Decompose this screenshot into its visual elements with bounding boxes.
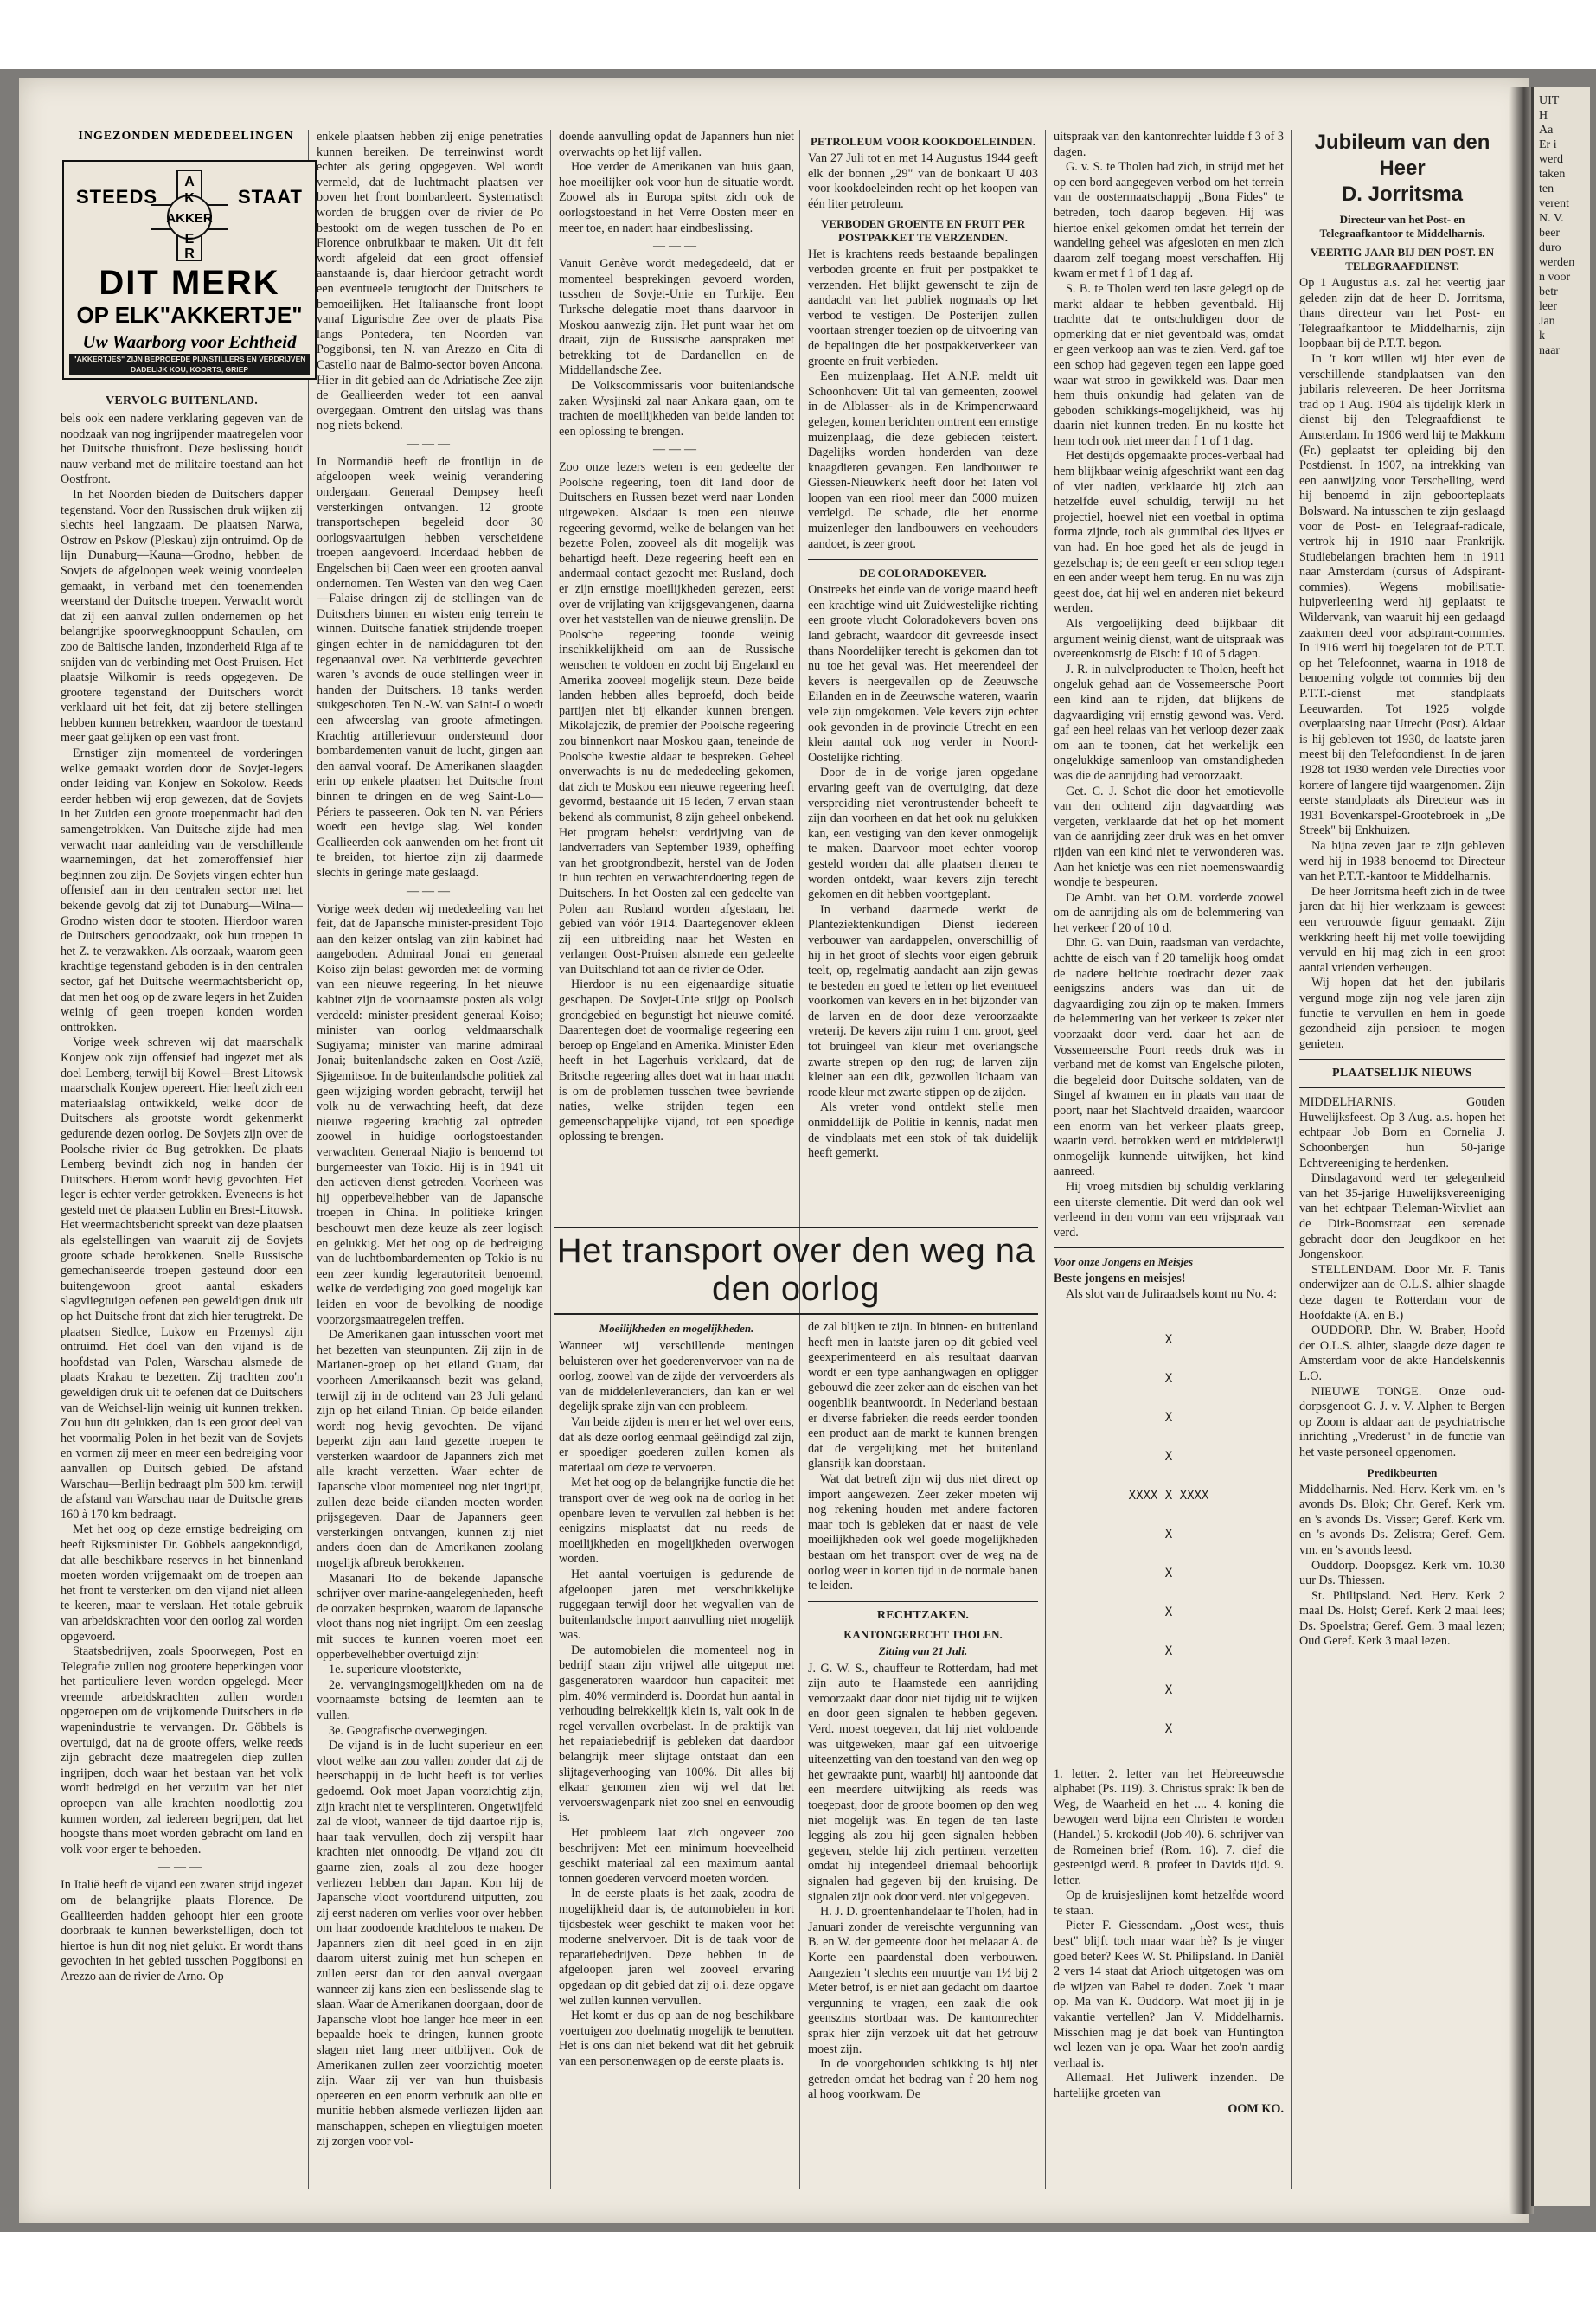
article-paragraph: 3e. Geografische overwegingen. (329, 1723, 488, 1738)
article-paragraph: Op 1 Augustus a.s. zal het veertig jaar geleden zijn dat de heer D. Jorritsma, thans directeur van het Post- en Telegraafkantoor te Middelharnis, zijn loopbaan bij de P.T.T. begon. (1299, 276, 1505, 351)
puzzle-grid: X X X X XXXX X XXXX X X X X X X (1121, 1332, 1216, 1736)
column-rule (550, 130, 551, 2189)
adjacent-page-edge (1531, 87, 1590, 2206)
article-paragraph: Het probleem laat zich ongeveer zoo beschrijven: Met een minimum hoeveelheid geschikt materiaal zal een maximum aantal tonnen goederen vervoerd moeten worden. (559, 1826, 794, 1886)
predikbeurten-heading: Predikbeurten (1367, 1465, 1438, 1479)
signoff: OOM KO. (1227, 2101, 1284, 2116)
article-paragraph: Ernstiger zijn momenteel de vorderingen welke gemaakt worden door de Sovjet-legers onder leiding van Konjew en Sokolow. Reeds eerder hebben wij erop gewezen, dat de Sovjets in het Zuiden een groote troepenmacht had den samengetrokken. Van Duitsche zijde had men verwacht naar aanleiding van de verschillende waarnemingen, dat het zomeroffensief hier beginnen zou zijn. De Sovjets vingen echter hun offensief aan in den centralen sector met het bekende gevolg dat zij tot Dunaburg—Wilna—Grodno wisten door te stooten. Hierdoor waren de Duitschers genoodzaakt, ook hun troepen in het Z. te verzwakken. Als oorzaak, waarom geen krachtige tegenstand geboden is in den centralen sector, gaf het Duitsche weermachtsbericht op, dat men het oog op de zware legers in het Zuiden weinig of geen troepen konden worden onttrokken. (61, 747, 303, 1035)
news-paragraph: Onstreeks het einde van de vorige maand heeft een krachtige wind uit Zuidwestelijke richting een groote vlucht Coloradokevers boven ons land gebracht, waardoor dit gevreesde insect thans Noordelijker terecht is gekomen dan tot nu toe het geval was. Het meerendeel der kevers is neergevallen op de Zeeuwsche Eilanden en in de Zeeuwsche wateren, waarin vele zijn omgekomen. Vele kevers zijn echter ook gevonden in de provincie Utrecht en een klein aantal ook nog verder in Noord-Oostelijke richting. (808, 583, 1038, 765)
article-paragraph: Staatsbedrijven, zoals Spoorwegen, Post en Telegrafie zullen nog grootere beperkingen voor het particuliere leven worden opgelegd. Meer vreemde arbeidskrachten zullen worden opgeroepen om de vrijkomende Duitschers in de wapenindustrie te vervangen. Dr. Göbbels is overtuigd, dat na de groote offers, welke reeds zijn gebracht deze maatregelen diep zullen ingrijpen, doch waar het bestaan van het volk wordt bedreigd en het verzuim van het niet oproepen van alle krachten noodlottig zou kunnen worden, zal iedereen begrijpen, dat het hoogste thans moet worden gebracht om land en volk voor erger te behoeden. (61, 1644, 303, 1856)
adjacent-page-text: UIT H Aa Er i werd taken ten verent N. V. beer duro werden n voor betr leer Jan k naar (1539, 94, 1575, 357)
headline-rule (554, 1227, 1038, 1228)
article-paragraph: In Italië heeft de vijand een zwaren strijd ingezet om de belangrijke plaats Florence. De Geallieerden hadden gehoopt hier een groote doorbraak te kunnen bewerkstelligen, doch tot hiertoe is hun dit nog niet gelukt. Er wordt thans gevochten in het gebied tusschen Poggibonsi en Arezzo aan de rivier de Arno. Op (61, 1878, 303, 1984)
jubileum-subtitle: Directeur van het Post- en Telegraafkantoor te Middelharnis. (1319, 213, 1485, 240)
column-4 (808, 130, 1038, 1162)
article-paragraph: Na bijna zeven jaar te zijn gebleven werd hij in 1938 benoemd tot Directeur van het P.T.T.-kantoor te Middelharnis. (1299, 838, 1505, 884)
akker-cross-logo (151, 170, 228, 261)
article-paragraph: 1. letter. 2. letter van het Hebreeuwsche alphabet (Ps. 119). 3. Christus sprak: Ik ben de Weg, de Waarheid en het .... 4. koning die bewogen werd bijna een Christen te worden (Handel.) 5. krokodil (Job 40). 6. schrijver van de Romeinen brief (Rom. 16). 7. dief die gesteenigd werd. 8. profeet in Davids tijd. 9. letter. (1054, 1766, 1284, 1888)
transport-article-right (808, 1320, 1038, 2103)
article-paragraph: De Amerikanen gaan intusschen voort met het bezetten van steunpunten. Zij zijn in de Marianen-groep op het eiland Guam, dat voorheen Amerikaansch bezit was geland, terwijl zij in de ochtend van 23 Juli geland zijn op het eiland Tinian. Op beide eilanden wordt nog hevig gevochten. De vijand beperkt zijn aan land gezette troepen te versterken waardoor de Japanners zich met alle kracht verzetten. Waar echter de Japansche vloot momenteel nog niet ingrijpt, zullen deze beide eilanden moeten worden prijsgegeven. Daar de Japanners geen versterkingen ontvangen, kunnen zij niet anders doen dan de Amerikanen zoolang mogelijk afbreuk berokkenen. (317, 1328, 543, 1571)
column-5 (1054, 130, 1284, 2117)
article-paragraph: Met het oog op deze ernstige bedreiging om heeft Rijksminister Dr. Göbbels aangekondigd, dat alle beschikbare reserves in het binnenland moeten worden vrijgemaakt om de troepen aan het front te versterken om den vijand niet alleen te keeren, maar te verslaan. Het totale gebruik van arbeidskrachten voor den oorlog zal worden opgevoerd. (61, 1522, 303, 1644)
article-paragraph: Hoe verder de Amerikanen van huis gaan, hoe moeilijker ook voor hun de situatie wordt. Zoowel als in Europa spitst zich ook de oorlogstoestand in het Verre Oosten meer en meer toe, en nadert haar eindbeslissing. (559, 160, 794, 235)
article-paragraph: De Volkscommissaris voor buitenlandsche zaken Wysjinski zal naar Ankara gaan, om te trachten de moeilijkheden van beide landen tot een oplossing te brengen. (559, 378, 794, 439)
column-2: enkele plaatsen hebben zij enige penetraties kunnen bereiken. De terreinwinst wordt echter als gering opgegeven. Wel wordt vermeld, dat de luchtmacht plaatsen ver boven het front bombardeert. Systematisch worden de bruggen over de rivier de Po bestookt om de wegen tusschen de Po en Florence onbruikbaar te maken. Uit dit feit wordt afgeleid dat een groot offensief aanstaande is, daar hierdoor getracht wordt een eventueele terugtocht der Duitschers te bemoeilijken. Het Italiaansche front loopt vanaf Ligurische Zee over de plaats Pisa langs Pontedera, ten Noorden van Poggibonsi, ten N. van Arezzo en Cita di Castello naar de Balmo-sector boven Ancona. Hier in dit gebied aan de Adriatische Zee zijn de Geallieerden weder tot een aanval overgegaan. Omtrent den uitslag was thans nog niets bekend. ——— In Normandië heeft de frontlijn in de afgeloopen week weinig verandering ondergaan. Generaal Dempsey heeft versterkingen ontvangen. 12 groote transportschepen begeleid door 30 oorlogsvaartuigen hebben verscheidene troepen aangevoerd. Inderdaad hebben de Engelschen bij Caen weer een grooten aanval ondernomen. Ten Westen van den weg Caen—Falaise dringen zij de stellingen van de Duitschers binnen en wisten enig terrein te winnen. Duitsche fanatiek strijdende troepen gingen echter in de namiddaguren tot den tegenaanval over. Na verbitterde gevechten waren 's avonds de oude stellingen weer in handen der Duitschers. 18 tanks werden stukgeschoten. Ten N.-W. van Saint-Lo woedt een afweerslag van groote afmetingen. Krachtig artillerievuur ondersteund door bombardementen vanuit de lucht, gingen aan den aanval vooraf. De Amerikanen slaagden erin op enkele plaatsen het Duitsche front binnen te dringen en de weg Saint-Lo—Périers te passeeren. Ook ten N. van Périers woedt een hevige slag. Wel konden Geallieerden ook aanwenden om het front uit te breiden, tot hiertoe zijn zij daarmede slechts in geringe mate geslaagd. ——— Vorige week deden wij mededeeling van het feit, dat de Japansche minister-president Tojo aan den keizer ontslag van zijn kabinet had aangeboden. Admiraal Jonai en generaal Koiso zijn belast geworden met de vorming van een nieuwe regeering. In het nieuwe kabinet zijn de voornaamste posten als volgt verdeeld: minister-president generaal Koiso; minister van oorlog veldmaarschalk Sugiyama; minister van marine admiraal Jonai; buitenlandsche zaken en Oost-Azië, Sjigemitsoe. In de buitenlandsche politiek zal geen wijziging worden gebracht, terwijl het volk nu de verwachting heeft, dat deze nieuwe regeering krachtig zal optreden zoowel in huidige oorlogstoestanden verwachten. Generaal Niajio is benoemd tot burgemeester van Tokio. Hij is in 1941 uit den actieven dienst getreden. Voorheen was hij opperbevelhebber van de Japansche troepen in China. In politieke kringen beschouwt men deze keuze als zeer logisch en gelukkig. Met het oog op de bedreiging van de luchtbombardementen op Tokio is nu een zeer kundig legerautoriteit benoemd, welke de verdediging zoo goed mogelijk kan leiden en voor de bevolking de noodige voorzorgsmaatregelen treffen. De Amerikanen gaan intusschen voort met het bezetten van steunpunten. Zij zijn in de Marianen-groep op het eiland Guam, dat voorheen Amerikaansch bezit was geland, terwijl zij in de ochtend van 23 Juli geland zijn op het eiland Tinian. Op beide eilanden wordt nog hevig gevochten. De vijand beperkt zijn aan land gezette troepen te versterken waardoor de Japanners zich met alle kracht verzetten. Waar echter de Japansche vloot momenteel nog niet ingrijpt, zullen deze beide eilanden moeten worden prijsgegeven. Daar de Japanners geen versterkingen ontvangen, kunnen zij niet anders doen dan de Amerikanen zoolang mogelijk afbreuk berokkenen. Masanari Ito de bekende Japansche schrijver over marine-aangelegenheden, heeft de oorzaken besproken, waarom de Japansche vloot thans nog niet ingrijpt. Om een zeeslag mit succes te kunnen voeren moet een opperbevelhebber overtuigd zijn: 1e. superieure vlootsterkte, 2e. vervangingsmogelijkheden om na de voornaamste botsing de leemten aan te vullen. 3e. Geografische overwegingen. De vijand is in de lucht superieur en een vloot welke aan zou vallen zonder dat zij de heerschappij in de lucht heeft is tot verlies gedoemd. Ook moet Japan voorzichtig zijn, zijn kracht niet te versplinteren. Ongetwijfeld zal de vloot, wanneer de tijd daartoe rijp is, haar taak vervullen, doch zij verspilt haar krachten niet onnoodig. De vijand zou dit gaarne zien, zoals al zou deze hooger verliezen hebben dan Japan. Kon hij de Japansche vloot voortdurend uitputten, zou zij eerst naderen om verlies voor over hebben om haar zoodoende krachteloos te maken. De Japanners zien dit heel goed in en zijn daarom uiterst zuinig met hun schepen en zullen eerst dan tot den aanval overgaan wanneer zij kans zien een beslissende slag te slaan. Waar de Amerikanen doorgaan, door de Japansche vloot hoe langer hoe meer in een bepaalde hoek te dringen, kunnen groote slagen niet lang meer uitblijven. Ook de Amerikanen zullen zeer voorzichtig moeten zijn. Waar zij ver van hun thuisbasis opereeren en een enorm verbruik aan olie en munitie hebben alsmede verliezen lijden aan manschappen, schepen en vliegtuigen moeten zij zorgen voor vol- (317, 130, 543, 2149)
article-paragraph: 1e. superieure vlootsterkte, (329, 1663, 462, 1677)
column-rule (799, 130, 800, 2189)
article-paragraph: Get. C. J. Schot die door het emotievolle van den ochtend zijn dagvaarding was vergeten, verklaarde dat het op het moment van de aanrijding zeer druk was en het omver rijden van een kind niet te verwonderen was. Aan het knietje was een niet noemenswaardig wondje te bespeuren. (1054, 784, 1284, 890)
column-1: VERVOLG BUITENLAND. bels ook een nadere verklaring gegeven van de noodzaak van nog ingrijpender maatregelen voor het Duitsche thuisfront. Deze beslissing houdt nauw verband met de militaire toestand aan het Oostfront. In het Noorden bieden de Duitschers dapper tegenstand. Voor den Russischen druk wijken zij slechts heel langzaam. De plaatsen Narwa, Ostrow en Pskow (Pleskau) zijn ontruimd. Op de lijn Dunaburg—Kauna—Grodno, hebben de Sovjets de afgeloopen week weinig voordeelen gemaakt, in verband met den toenemenden weerstand der Duitsche troepen. Verwacht wordt dat zij een aanval zullen ondernemen op het belangrijke spoorwegknooppunt Schaulen, om zoo de Baltische landen, inzonderheid Riga af te snijden van de verbinding met Oost-Pruisen. Het plaatsje Wilkomir is reeds opgegeven. De grootere tegenstand der Duitschers wordt verklaard uit het feit, dat zij betere stellingen hebben kunnen betrekken, waardoor de toestand meer gaat gelijken op een vast front. Ernstiger zijn momenteel de vorderingen welke gemaakt worden door de Sovjet-legers onder leiding van Konjew en Sokolow. Reeds eerder hebben wij erop gewezen, dat de Sovjets in het Zuiden een groote troepenmacht had den samengetrokken. Van Duitsche zijde had men verwacht naar aanleiding van de verschillende waarnemingen, dat het zomeroffensief hier beginnen zou zijn. De Sovjets vingen echter hun offensief aan in den centralen sector met het bekende gevolg dat zij tot Dunaburg—Wilna—Grodno wisten door te stooten. Hierdoor waren de Duitschers genoodzaakt, ook hun troepen in het Z. te verzwakken. Als oorzaak, waarom geen krachtige tegenstand geboden is in den centralen sector, gaf het Duitsche weermachtsbericht op, dat men het oog op de zware legers in het Zuiden weinig of geen troepen konden worden onttrokken. Vorige week schreven wij dat maarschalk Konjew ook zijn offensief had ingezet met als doel Lemberg, terwijl bij Kowel—Brest-Litowsk maarschalk Konjew opereert. Hier heeft zich een materiaalslag ontwikkeld, welke door de Duitschers als grootste wordt gekenmerkt gedurende dezen oorlog. De Sovjets zijn over de Poolsche rivier de Bug getrokken. De plaats Lemberg bevindt zich nog in handen der Duitschers. Hierom wordt hevig gevochten. Het leger is echter verder getrokken. Eveneens is het gesteld met de plaatsen Lublin en Brest-Litowsk. Het weermachtsbericht spreekt van deze plaatsen als egelstellingen van waaruit zij de Sovjets groote schade berokkenen. Snelle Russische gemechaniseerde troepen gesteund door een buitengewoon groot aantal eskaders slagvliegtuigen oefenen een geweldigen druk uit op het Duitsche front dat zich hier terugtrekt. De plaatsen Siedlce, Lukow en Przemysl zijn ontruimd. Het doel van den vijand is de hoofdstad van Polen, Warschau alsmede de plaats Krakau te bezetten. Zij trachten zoo'n geweldigen druk uit te oefenen dat de Duitschers van de Weichsel-lijn weinig uit kunnen trekken. Zou hun dit gelukken, dan is een groot deel van het voormalig Polen in het bezit van de Sovjets en vormen zij meer en meer een bedreiging voor aanvallen op Duitsch gebied. De afstand Warschau—Berlijn bedraagt plm 500 km. terwijl de afstand van Warschau naar de Duitsche grens 160 à 170 km bedraagt. Met het oog op deze ernstige bedreiging om heeft Rijksminister Dr. Göbbels aangekondigd, dat alle beschikbare reserves in het binnenland moeten worden vrijgemaakt om de troepen aan het front te versterken om den vijand niet alleen te keeren, maar te verslaan. Het totale gebruik van arbeidskrachten voor den oorlog zal worden opgevoerd. Staatsbedrijven, zoals Spoorwegen, Post en Telegrafie zullen nog grootere beperkingen voor het particuliere leven worden opgelegd. Meer vreemde arbeidskrachten zullen worden opgeroepen om de vrijkomende Duitschers in de wapenindustrie te vervangen. Dr. Göbbels is overtuigd, dat na de groote offers, welke reeds zijn gebracht deze maatregelen diep zullen ingrijpen, doch waar het bestaan van het volk wordt bedreigd en het verzuim van het niet oproepen van alle krachten noodlottig zou kunnen worden, zal iedereen begrijpen, dat het hoogste thans moet worden gebracht om land en volk voor erger te behoeden. ——— In Italië heeft de vijand een zwaren strijd ingezet om de belangrijke plaats Florence. De Geallieerden hadden gehoopt hier een groote doorbraak te kunnen bewerkstelligen, doch tot hiertoe is hun dit nog niet gelukt. Er wordt thans gevochten in het gebied tusschen Poggibonsi en Arezzo aan de rivier de Arno. Op (61, 394, 303, 1984)
ad-waarborg: Uw Waarborg voor Echtheid (82, 331, 297, 352)
news-heading: VERBODEN GROENTE EN FRUIT PER POSTPAKKET TE VERZENDEN. (821, 217, 1025, 245)
jongens-heading: Voor onze Jongens en Meisjes (1054, 1255, 1194, 1269)
article-paragraph: S. B. te Tholen werd ten laste gelegd op de markt aldaar te hebben geventbald. Hij trachtte dat te ontschuldigen door de opmerking dat er niet geventbald was, omdat er geen verkoop aan was te zien. Verd. gaf toe een schop had gegeven tegen een lappe goed waar wat stroo in gewikkeld was. Daar men hem thuis onkundig had gelaten van de geboden schikkings-mogelijkheid, was hij daarin niet kunnen treden. En nu kostte het hem toch ook niet meer dan f 1 of 1 dag. (1054, 281, 1284, 448)
article-paragraph: Dhr. G. van Duin, raadsman van verdachte, achtte de eisch van f 20 tamelijk hoog omdat de nadere belichte toedracht dezer zaak eenigszins anders was dan uit de dagvaardiging zou zijn op te maken. Immers de belemmering van het verkeer is zeker niet voorzaakt door verd. daar het aan de Vossemeersche Poort reeds druk was in verband met de komst van Engelsche piloten, die begeleid door Duitsche soldaten, van de Singel af kwamen en in plaats van naar de poort, naar het Slachtveld draaiden, waardoor een enorm van het verkeer plaats greep, waarin verd. betrokken werd en middelerwijl onmogelijk kunnende uitwijken, het kind aanreed. (1054, 936, 1284, 1179)
ad-tagline: "AKKERTJES" ZIJN BEPROEFDE PIJNSTILLERS EN VERDRIJVEN DADELIJK KOU, KOORTS, GRIEP (69, 354, 310, 375)
article-paragraph: In het Noorden bieden de Duitschers dapper tegenstand. Voor den Russischen druk wijken zij slechts heel langzaam. De plaatsen Narwa, Ostrow en Pskow (Pleskau) zijn ontruimd. Op de lijn Dunaburg—Kauna—Grodno, hebben de Sovjets de afgeloopen week weinig voordeelen gemaakt, in verband met den toenemenden weerstand der Duitsche troepen. Verwacht wordt dat zij een aanval zullen ondernemen op het belangrijke spoorwegknooppunt Schaulen, om zoo de Baltische landen, inzonderheid Riga af te snijden van de verbinding met Oost-Pruisen. Het plaatsje Wilkomir is reeds opgegeven. De grootere tegenstand der Duitschers wordt verklaard uit het feit, dat zij betere stellingen hebben kunnen betrekken, waardoor de toestand meer gaat gelijken op een vast front. (61, 487, 303, 746)
article-paragraph: Hierdoor is nu een eigenaardige situatie geschapen. De Sovjet-Unie stijgt op Poolsch grondgebied en begunstigt het nieuwe comité. Daarentegen doet de voormalige regeering een beroep op Engeland en Amerika. Minister Eden heeft in het Lagerhuis verklaard, dat de Britsche regeering alles doet wat in haar macht is om de problemen tusschen twee bevriende naties, welke strijden tegen een gemeenschappelijke vijand, tot een spoedige oplossing te brengen. (559, 977, 794, 1144)
article-paragraph: In Normandië heeft de frontlijn in de afgeloopen week weinig verandering ondergaan. Generaal Dempsey heeft versterkingen ontvangen. 12 groote transportschepen begeleid door 30 oorlogsvaartuigen hebben verscheidene troepen aangevoerd. Inderdaad hebben de Engelschen bij Caen weer een grooten aanval ondernomen. Ten Westen van den weg Caen—Falaise dringen zij de stellingen van de Duitschers binnen en wisten enig terrein te winnen. Duitsche fanatiek strijdende troepen gingen echter in de namiddaguren tot den tegenaanval over. Na verbitterde gevechten waren 's avonds de oude stellingen weer in handen der Duitschers. 18 tanks werden stukgeschoten. Ten N.-W. van Saint-Lo woedt een afweerslag van groote afmetingen. Krachtig artillerievuur ondersteund door bombardementen vanuit de lucht, gingen aan den aanval vooraf. De Amerikanen slaagden erin op enkele plaatsen het Duitsche front binnen te dringen en de weg Saint-Lo—Périers te passeeren. Ook ten N. van Périers woedt een hevige slag. Wel konden Geallieerden ook aanwenden om het front uit te breiden, tot hiertoe zijn zij daarmede slechts in geringe mate geslaagd. (317, 454, 543, 880)
akker-word: AKKER (166, 211, 213, 226)
column-rule (308, 130, 309, 2189)
news-heading: DE COLORADOKEVER. (859, 567, 987, 580)
article-paragraph: G. v. S. te Tholen had zich, in strijd met het op een bord aangegeven verbod om het terrein van de oostermaatschappij „Bona Fides" te betreden, toch daarop begeven. Hij was hiertoe enkel gekomen omdat het terrein der wandeling geheel was afgesloten en men zich daarom zelf toegang moest verschaffen. Hij kwam er met f 1 of 1 dag af. (1054, 160, 1284, 281)
news-item: Dinsdagavond werd ter gelegenheid van het 35-jarige Huwelijksvereeniging van het echtpaar Tieleman-Witvliet aan de Dirk-Boomstraat een serenade gebracht door den Jeugdkoor en het Jongenskoor. (1299, 1171, 1505, 1262)
ad-staat: STAAT (237, 186, 303, 208)
jubileum-subtitle-2: VEERTIG JAAR BIJ DEN POST. EN TELEGRAAFDIENST. (1310, 246, 1495, 272)
article-paragraph: In de eerste plaats is het zaak, zoodra de mogelijkheid daar is, de automobielen in kort tijdsbestek weer geschikt te maken voor het moderne snelvervoer. Dit is de taak voor de reparatiebedrijven. Deze hebben in de afgeloopen jaren wel zooveel ervaring opgedaan op dit gebied dat zij o.i. deze opgave wel zullen kunnen vervullen. (559, 1887, 794, 2008)
article-paragraph: uitspraak van den kantonrechter luidde f 3 of 3 dagen. (1054, 130, 1284, 159)
news-paragraph: In verband daarmede werkt de Planteziektenkundigen Dienst iedereen verbouwer van aardappelen, onverschillig of hij in het groot of slechts voor eigen gebruik teelt, op, regelmatig aandacht aan zijn gewas te besteden en goed te letten op het eventueel voorkomen van kevers en in het bijzonder van de larven en de door deze veroorzaakte vreterij. De kevers zijn ruim 1 cm. groot, geel tot bruingeel van kleur met overlangsche zwarte strepen op den rug; de larven zijn kleiner aan een dik, gezwollen lichaam van roode kleur met zwarte stippen op de zijden. (808, 902, 1038, 1099)
news-item: NIEUWE TONGE. Onze oud-dorpsgenoot G. J. v. V. Alphen te Bergen op Zoom is aldaar aan de psychiatrische inrichting „Vrederust" in de functie van het vaste personeel opgenomen. (1299, 1384, 1505, 1459)
news-paragraph: Door de in de vorige jaren opgedane ervaring geeft van de overtuiging, dat deze verspreiding niet verontrustender beheeft te zijn dan voorheen en dat het ook nu gelukken kan, een vestiging van den kever onmogelijk te maken. Daarvoor moet echter voorop gesteld worden dat alle plaatsen dienen te worden ontdekt, waar kevers zijn terecht gekomen en dit hebben voortgeplant. (808, 766, 1038, 902)
article-paragraph: De Ambt. van het O.M. vorderde zoowel om de aanrijding als om de belemmering van het verkeer f 20 of 10 d. (1054, 890, 1284, 935)
ad-op-elk: OP ELK"AKKERTJE" (76, 302, 303, 328)
article-paragraph: De automobielen die momenteel nog in bedrijf staan zijn vrijwel alle uitgeput met gasgeneratoren waardoor hun capaciteit met plm. 40% verminderd is. Doordat hun aantal in verhouding belrekkelijk klein is, valt ook in de regel vervallen overbelast. In de praktijk van het repaiatiebedrijf is gebleken dat daardoor belangrijk meer slijtage ontstaat dan een slijtageverhooging van 100%. Dit alles bij elkaar genomen zien wij wel dat het vervoerswagenpark niet zoo snel en eenvoudig is. (559, 1643, 794, 1825)
article-paragraph: Vorige week deden wij mededeeling van het feit, dat de Japansche minister-president Tojo aan den keizer ontslag van zijn kabinet had aangeboden. Admiraal Jonai en generaal Koiso zijn belast geworden met de vorming van een nieuwe regeering. In het nieuwe kabinet zijn de voornaamste posten als volgt verdeeld: minister-president generaal Koiso; minister van oorlog veldmaarschalk Sugiyama; minister van marine admiraal Jonai; buitenlandsche zaken en Oost-Azië, Sjigemitsoe. In de buitenlandsche politiek zal geen wijziging worden gebracht, terwijl het volk nu de verwachting heeft, dat deze nieuwe regeering krachtig zal optreden zoowel in huidige oorlogstoestanden verwachten. Generaal Niajio is benoemd tot burgemeester van Tokio. Hij is in 1941 uit den actieven dienst getreden. Voorheen was hij opperbevelhebber van de Japansche troepen in China. In politieke kringen beschouwt men deze keuze als zeer logisch en gelukkig. Met het oog op de bedreiging van de luchtbombardementen op Tokio is nu een zeer kundig legerautoriteit benoemd, welke de verdediging zoo goed mogelijk kan leiden en voor de bevolking de noodige voorzorgsmaatregelen treffen. (317, 901, 543, 1327)
transport-headline: Het transport over den weg na den oorlog (556, 1232, 1035, 1308)
news-item: St. Philipsland. Ned. Herv. Kerk 2 maal Ds. Holst; Geref. Kerk 2 maal lees; Ds. Spoelstra; Geref. Gem. 3 maal lezen; Oud Geref. Kerk 3 maal lezen. (1299, 1588, 1505, 1649)
article-paragraph: Vanuit Genève wordt medegedeeld, dat er momenteel besprekingen gevoerd worden, tusschen de Sovjet-Unie en Turkije. Een Turksche delegatie moet thans daarvoor in Moskou aanwezig zijn. Het punt waar het om draait, zijn de Russische aanspraken met betrekking tot de Dardanellen en de Middellandsche Zee. (559, 257, 794, 378)
rechtzaken-date: Zitting van 21 Juli. (878, 1644, 968, 1657)
jubileum-title: Jubileum van den Heer D. Jorritsma (1314, 131, 1490, 206)
akker-letter: K (184, 191, 195, 206)
article-paragraph: Wanneer wij verschillende meningen beluisteren over het goederenvervoer van na de oorlog, zoowel van de zijde der vervoerders als van de middelenleveranciers, dan kan er wel degelijk sprake zijn van een probleem. (559, 1339, 794, 1414)
article-paragraph: De heer Jorritsma heeft zich in de twee jaren dat hij hier werkzaam is geweest een vertrouwde figuur gemaakt. Zijn werkkring heeft hij met volle toewijding vervuld en hij mag zich in een groot aantal vrienden verheugen. (1299, 884, 1505, 975)
article-paragraph: Van beide zijden is men er het wel over eens, dat als deze oorlog eenmaal geëindigd zal zijn, er spoediger goederen zullen komen als materiaal om deze te vervoeren. (559, 1414, 794, 1475)
article-paragraph: Wij hopen dat het den jubilaris vergund moge zijn nog vele jaren zijn functie te vervullen en hem in goede gezondheid zijn pensioen te mogen genieten. (1299, 976, 1505, 1051)
headline-rule (554, 1313, 1038, 1315)
article-paragraph: Zoo onze lezers weten is een gedeelte der Poolsche regeering, toen dit land door de Duitschers en Russen bezet werd naar Londen uitgeweken. Alsdaar is toen een nieuwe regeering gevormd, welke de belangen van het bezette Polen, zooveel als dit mogelijk was behartigd heeft. Deze regeering heeft een en andermaal contact gezocht met Rusland, doch er zijn ernstige moeilijkheden gerezen, eerst over de vrijlating van krijgsgevangenen, daarna over het vaststellen van de nieuwe grenslijn. De Poolsche regeering toonde weinig inschikkelijkheid om aan de Russische wenschen te voldoen en zocht bij Engeland en Amerika zooveel mogelijk steun. Deze beide landen hebben alles beproefd, doch beide partijen niet bij elkander kunnen brengen. Mikolajczik, de premier der Poolsche regeering zou binnenkort naar Moskou gaan, teneinde de Poolsche kwestie aldaar te bespreken. Geheel onverwachts is nu de mededeeling gekomen, dat zich te Moskou een nieuwe regeering heeft gevormd, bestaande uit 15 leden, 7 ervan staan bekend als communist, 8 zijn geheel onbekend. Het program behelst: verdrijving van de landverraders van September 1939, opheffing van het grootgrondbezit, herstel van de Joden in hun rechten en verwachtendoering tegen de Duitschers. In het Oosten zal een gedeelte van Polen aan Rusland worden afgestaan, het gebied van vóór 1914. Daartegenover ekleen zij een uitbreiding naar het Westen en verlangen Oost-Pruisen alsmede een gedeelte van Duitschland tot aan de rivier de Oder. (559, 460, 794, 977)
article-paragraph: H. J. D. groentenhandelaar te Tholen, had in Januari zonder de vereischte vergunning van B. en W. der gemeente door het melaaar A. de Korte een paardenstal doen verbouwen. Aangezien 't slechts een muurtje van 1½ bij 2 Meter betrof, is er niet aan gedacht om daartoe vergunning te vragen, een zaak die ook geenszins stortbaar was. De kantonrechter sprak hier zijn verzoek uit dat het getrouw moest zijn. (808, 1905, 1038, 2056)
rechtzaken-heading: RECHTZAKEN. (876, 1608, 970, 1622)
article-paragraph: de zal blijken te zijn. In binnen- en buitenland heeft men in laatste jaren op dit gebied veel geexperimenteerd en als resultaat daarvan wordt er een type aanhangwagen en opligger gebouwd die zeer zeker aan de eischen van het oogenblik beantwoordt. In Nederland bestaan er diverse fabrieken die reeds eerder toonden een product aan de markt te kunnen brengen dat de vergelijking met het buitenland glansrijk kan doorstaan. (808, 1320, 1038, 1471)
article-paragraph: 2e. vervangingsmogelijkheden om na de voornaamste botsing de leemten aan te vullen. (317, 1677, 543, 1722)
article-paragraph: Op de kruisjeslijnen komt hetzelfde woord te staan. (1054, 1888, 1284, 1918)
news-heading: PETROLEUM VOOR KOOKDOELEINDEN. (811, 135, 1035, 148)
article-paragraph: Als vergoelijking deed blijkbaar dit argument weinig dienst, want de uitspraak was overeenkomstig de Eisch: f 10 of 5 dagen. (1054, 617, 1284, 662)
article-paragraph: Vorige week schreven wij dat maarschalk Konjew ook zijn offensief had ingezet met als doel Lemberg, terwijl bij Kowel—Brest-Litowsk maarschalk Konjew opereert. Hier heeft zich een materiaalslag ontwikkeld, welke door de Duitschers als grootste wordt gekenmerkt gedurende dezen oorlog. De Sovjets zijn over de Poolsche rivier de Bug getrokken. De plaats Lemberg bevindt zich nog in handen der Duitschers. Hierom wordt hevig gevochten. Het leger is echter verder getrokken. Eveneens is het gesteld met de plaatsen Lublin en Brest-Litowsk. Het weermachtsbericht spreekt van deze plaatsen als egelstellingen van waaruit zij de Sovjets groote schade berokkenen. Snelle Russische gemechaniseerde troepen gesteund door een buitengewoon groot aantal eskaders slagvliegtuigen oefenen een geweldigen druk uit op het Duitsche front dat zich hier terugtrekt. De plaatsen Siedlce, Lukow en Przemysl zijn ontruimd. Het doel van den vijand is de hoofdstad van Polen, Warschau alsmede de plaats Krakau te bezetten. Zij trachten zoo'n geweldigen druk uit te oefenen dat de Duitschers van de Weichsel-lijn weinig uit kunnen trekken. Zou hun dit gelukken, dan is een groot deel van het voormalig Polen in het bezit van de Sovjets en vormen zij meer en meer een bedreiging voor aanvallen op Duitsch gebied. De afstand Warschau—Berlijn bedraagt plm 500 km. terwijl de afstand van Warschau naar de Duitsche grens 160 à 170 km bedraagt. (61, 1035, 303, 1522)
column-3: doende aanvulling opdat de Japanners hun niet overwachts op het lijf vallen. Hoe verder de Amerikanen van huis gaan, hoe moeilijker ook voor hun de situatie wordt. Zoowel als in Europa spitst zich ook de oorlogstoestand in het Verre Oosten meer en meer toe, en nadert haar eindbeslissing. ——— Vanuit Genève wordt medegedeeld, dat er momenteel besprekingen gevoerd worden, tusschen de Sovjet-Unie en Turkije. Een Turksche delegatie moet thans daarvoor in Moskou aanwezig zijn. Het punt waar het om draait, zijn de Russische aanspraken met betrekking tot de Dardanellen en de Middellandsche Zee. De Volkscommissaris voor buitenlandsche zaken Wysjinski zal naar Ankara gaan, om te trachten de moeilijkheden van beide landen tot een oplossing te brengen. ——— Zoo onze lezers weten is een gedeelte der Poolsche regeering, toen dit land door de Duitschers en Russen bezet werd naar Londen uitgeweken. Alsdaar is toen een nieuwe regeering gevormd, welke de belangen van het bezette Polen, zooveel als dit mogelijk was behartigd heeft. Deze regeering heeft een en andermaal contact gezocht met Rusland, doch er zijn ernstige moeilijkheden gerezen, eerst over de vrijlating van krijgsgevangenen, daarna over het vaststellen van de nieuwe grenslijn. De Poolsche regeering toonde weinig inschikkelijkheid om aan de Russische wenschen te voldoen en zocht bij Engeland en Amerika zooveel mogelijk steun. Deze beide landen hebben alles beproefd, doch beide partijen niet bij elkander kunnen brengen. Mikolajczik, de premier der Poolsche regeering zou binnenkort naar Moskou gaan, teneinde de Poolsche kwestie aldaar te bespreken. Geheel onverwachts is nu de mededeeling gekomen, dat zich te Moskou een nieuwe regeering heeft gevormd, bestaande uit 15 leden, 7 ervan staan bekend als communist, 8 zijn geheel onbekend. Het program behelst: verdrijving van de landverraders van September 1939, opheffing van het grootgrondbezit, herstel van de Joden in hun rechten en verwachtendoering tegen de Duitschers. In het Oosten zal een gedeelte van Polen aan Rusland worden afgestaan, het gebied van vóór 1914. Daartegenover ekleen zij een uitbreiding naar het Westen en verlangen Oost-Pruisen alsmede een gedeelte van Duitschland tot aan de rivier de Oder. Hierdoor is nu een eigenaardige situatie geschapen. De Sovjet-Unie stijgt op Poolsch grondgebied en begunstigt het nieuwe comité. Daarentegen doet de voormalige regeering een beroep op Engeland en Amerika. Minister Eden heeft in het Lagerhuis verklaard, dat de Britsche regeering alles doet wat in haar macht is om de problemen tusschen twee bevriende naties, welke strijden tegen een gemeenschappelijke vijand, tot een spoedige oplossing te brengen. (559, 130, 794, 1144)
column-rule (1045, 130, 1046, 2189)
article-paragraph: Met het oog op de belangrijke functie die het transport over de weg ook na de oorlog in het openbare leven te vervullen zal hebben is het eenigzins misplaatst dat nu reeds de moeilijkheden en mogelijkheden overwogen worden. (559, 1476, 794, 1567)
article-paragraph: Allemaal. Het Juliwerk inzenden. De hartelijke groeten van (1054, 2071, 1284, 2100)
jongens-intro: Als slot van de Juliraadsels komt nu No. 4: (1066, 1286, 1277, 1301)
column-6 (1299, 130, 1505, 1650)
news-item: Middelharnis. Ned. Herv. Kerk vm. en 's avonds Ds. Blok; Chr. Geref. Kerk vm. en 's avonds Ds. Visser; Geref. Kerk vm. en 's avonds Ds. Zelistra; Geref. Gem. vm. en 's avonds leesd. (1299, 1482, 1505, 1557)
article-paragraph: Wat dat betreft zijn wij dus niet direct op import aangewezen. Zeer zeker moeten wij nog rekening houden met andere factoren maar toch is gebleken dat er naast de vele moeilijkheden ook wel goede mogelijkheden bestaan om het transport over de weg na de oorlog weer in korten tijd in de normale banen te leiden. (808, 1471, 1038, 1593)
column-rule (1291, 130, 1292, 2189)
article-paragraph: In de voorgehouden schikking is hij niet getreden omdat het bedrag van f 20 hem nog al hoog voorkwam. De (808, 2057, 1038, 2102)
article-paragraph: Het destijds opgemaakte proces-verbaal had hem blijkbaar weinig afgeschrikt want een dag of vier nadien, verklaarde hij zich aan hetzelfde euvel schuldig, terwijl nu het projectiel, hoewel niet een voetbal in optima forma zijnde, toch als gummibal des lijves er van had. En hoe goed het als de jeugd in gezelschap is; de een geeft er een schop tegen en een ander weept hem terug. En nu was zijn geest doe, dat hij wel en anderen niet bekeurd werden. (1054, 449, 1284, 616)
article-paragraph: Het aantal voertuigen is gedurende de afgeloopen jaren met verschrikkelijke ruggegaan terwijl door het wegvallen van de buitenlandsche import aanvulling niet mogelijk was. (559, 1567, 794, 1643)
news-item: MIDDELHARNIS. Gouden Huwelijksfeest. Op 3 Aug. a.s. hopen het echtpaar Job Born en Cornelia J. Schoonbergen hun 50-jarige Echtvereeniging te herdenken. (1299, 1095, 1505, 1170)
news-paragraph: Het is krachtens reeds bestaande bepalingen verboden groente en fruit per postpakket te verzenden. Het blijkt gewenscht te zijn de aandacht van het publiek nogmaals op het verbod te vestigen. De Posterijen zullen voortaan strenger toezien op de uitvoering van de bepalingen die het postpakketverkeer van groente en fruit verbieden. (808, 247, 1038, 369)
article-paragraph: bels ook een nadere verklaring gegeven van de noodzaak van nog ingrijpender maatregelen voor het Duitsche thuisfront. Deze beslissing houdt nauw verband met de militaire toestand aan het Oostfront. (61, 412, 303, 487)
news-item: STELLENDAM. Door Mr. F. Tanis onderwijzer aan de O.L.S. alhier slaagde deze dagen te Rotterdam voor de Hoofdakte (A. en B.) (1299, 1262, 1505, 1323)
akker-letter: A (184, 175, 195, 189)
news-paragraph: Een muizenplaag. Het A.N.P. meldt uit Schoonhoven: Uit tal van gemeenten, zoowel in de Alblasser- als in de Krimpenerwaard gelegen, komen berichten omtrent een ernstige muizenplaag, die deze gebieden teistert. Dagelijks worden honderden van deze knaagdieren gevangen. Een landbouwer te Giessen-Nieuwkerk heeft door het laten vol loopen van een riool meer dan 5000 muizen verdelgd. De schade, die het enorme muizenleger den landbouwers en veehouders aandoet, is zeer groot. (808, 369, 1038, 551)
article-paragraph: enkele plaatsen hebben zij enige penetraties kunnen bereiken. De terreinwinst wordt echter als gering opgegeven. Wel wordt vermeld, dat de luchtmacht plaatsen ver boven het front bombardeert. Systematisch worden de bruggen over de rivier de Po bestookt om de wegen tusschen de Po en Florence onbruikbaar te maken. Uit dit feit wordt afgeleid dat een groot offensief aanstaande is, daar hierdoor getracht wordt een eventueele terugtocht der Duitschers te bemoeilijken. Het Italiaansche front loopt vanaf Ligurische Zee over de plaats Pisa langs Pontedera, ten Noorden van Poggibonsi, ten N. van Arezzo en Cita di Castello naar de Balmo-sector boven Ancona. Hier in dit gebied aan de Adriatische Zee zijn de Geallieerden weder tot een aanval overgegaan. Omtrent den uitslag was thans nog niets bekend. (317, 130, 543, 433)
rechtzaken-sub: KANTONGERECHT THOLEN. (843, 1627, 1003, 1641)
article-paragraph: Pieter F. Giessendam. „Oost west, thuis best" blijft toch maar waar hè? Is je vinger goed beter? Kees W. St. Philipsland. In Daniël 2 vers 14 staat dat Arioch uitgetogen was om de wijzen van Babel te doden. Zoek 't maar op. Ma van K. Ouddorp. Wat moet jij in je vakantie vertellen? Jan V. Middelharnis. Misschien mag je dat boek van Huntington wel lezen van je opa. Waar het zoo'n aardig verhaal is. (1054, 1919, 1284, 2070)
ad-steeds: STEEDS (76, 186, 158, 208)
akker-letter: E (184, 232, 195, 247)
section-heading: VERVOLG BUITENLAND. (105, 394, 259, 407)
ad-dit-merk: DIT MERK (99, 264, 280, 302)
news-item: OUDDORP. Dhr. W. Braber, Hoofd der O.L.S. alhier, slaagde deze dagen te Amsterdam voor de akte Handelskennis L.O. (1299, 1324, 1505, 1383)
page-fold (1509, 87, 1534, 2214)
article-paragraph: Masanari Ito de bekende Japansche schrijver over marine-aangelegenheden, heeft de oorzaken besproken, waarom de Japansche vloot thans nog niet ingrijpt. Om een zeeslag mit succes te kunnen voeren moet een opperbevelhebber overtuigd zijn: (317, 1571, 543, 1662)
jongens-greeting: Beste jongens en meisjes! (1054, 1272, 1186, 1286)
article-paragraph: J. G. W. S., chauffeur te Rotterdam, had met zijn auto te Haamstede een aanrijding veroorzaakt daar door niet tijdig uit te wijken en door geen signalen te hebben gegeven. Verd. moest toegeven, dat hij niet voldoende was uitgeweken, maar gaf een uitvoerige uiteenzetting van den toestand van den weg op het gewraakte punt, waarbij hij aantoonde dat een meerdere uitwijking als reeds was toegepast, door de groote boomen op den weg niet mogelijk was. En tegen de ten laste legging als zou hij geen signalen hebben gegeven, stelde hij zich pertinent verzetten omdat hij integendeel driemaal behoorlijk signalen had gegeven bij den kruising. De signalen zijn ook door verd. niet volgegeven. (808, 1661, 1038, 1904)
news-paragraph: Als vreter vond ontdekt stelle men onmiddellijk de Politie in kennis, nadat men de vindplaats met een stok of tak duidelijk heeft gemerkt. (808, 1100, 1038, 1161)
transport-article-left (559, 1320, 794, 2070)
article-paragraph: De vijand is in de lucht superieur en een vloot welke aan zou vallen zonder dat zij de heerschappij in de lucht heeft is tot verlies gedoemd. Ook moet Japan voorzichtig zijn, zijn kracht niet te versplinteren. Ongetwijfeld zal de vloot, wanneer de tijd daartoe rijp is, haar taak vervullen, doch zij verspilt haar krachten niet onnoodig. De vijand zou dit gaarne zien, zoals al zou deze hooger verliezen hebben dan Japan. Kon hij de Japansche vloot voortdurend uitputten, zou zij eerst naderen om verlies voor over hebben om haar zoodoende krachteloos te maken. De Japanners zien dit heel goed in en zijn daarom uiterst zuinig met hun schepen en zullen eerst dan tot den aanval overgaan wanneer zij kans zien een beslissende slag te slaan. Waar de Amerikanen doorgaan, door de Japansche vloot hoe langer hoe meer in een bepaalde hoek te dringen, kunnen groote slagen niet lang meer uitblijven. Ook de Amerikanen zullen zeer voorzichtig moeten zijn. Waar zij ver van hun thuisbasis opereeren en een enorm verbruik aan olie en munitie hebben alsmede verliezen lijden aan manschappen, schepen en vliegtuigen moeten zij zorgen voor vol- (317, 1739, 543, 2149)
article-paragraph: J. R. in nulvelproducten te Tholen, heeft het ongeluk gehad aan de Vossemeersche Poort een kind aan te rijden, dat blijkens de dagvaardiging vrij ernstig gewond was. Verd. gaf een heel relaas van het verloop dezer zaak om aan te toonen, dat het werkelijk een ongelukkige samenloop van omstandigheden was die de aanrijding had veroorzaakt. (1054, 662, 1284, 783)
article-paragraph: doende aanvulling opdat de Japanners hun niet overwachts op het lijf vallen. (559, 130, 794, 159)
news-paragraph: Van 27 Juli tot en met 14 Augustus 1944 geeft elk der bonnen „29" van de bonkaart U 403 voor kookdoeleinden recht op het koopen van één liter petroleum. (808, 151, 1038, 211)
transport-subhead: Moeilijkheden en mogelijkheden. (599, 1322, 754, 1335)
article-paragraph: Hij vroeg mitsdien bij schuldig verklaring een uiterste clementie. Dit werd dan ook wel verleend in den vorm van een vrijspraak van verd. (1054, 1179, 1284, 1240)
news-item: Ouddorp. Doopsgez. Kerk vm. 10.30 uur Ds. Thiessen. (1299, 1558, 1505, 1588)
article-paragraph: In 't kort willen wij hier even de verschillende standplaatsen van den jubilaris releveeren. De heer Jorritsma trad op 1 Aug. 1904 als tijdelijk klerk in dienst bij den Telegraafdienst te Amsterdam. In 1906 werd hij te Makkum (Fr.) geplaatst ter opleiding bij den Postdienst. In 1907, na intrekking van een aanwijzing voor Terschelling, werd hij benoemd in zijn geboorteplaats Bolsward. Na intusschen te zijn geslaagd voor de Post- en Telegraaf-radicale, vertrok hij in 1910 naar Frankrijk. Studiebelangen brachten hem in 1911 naar Amsterdam (cursus of Adspirant-commies). Wegens mobilisatie-huipverleening werd hij geplaatst te Wildervank, van waaruit hij een gedaagd zaakmen deed voor adspirant-commies. In 1916 werd hij toegelaten tot de P.T.T. op het Telefoonnet, waarna in 1918 de benoeming volgde tot commies bij den P.T.T.-dienst met standplaats Leeuwarden. Tot 1925 volgde overplaatsing naar Utrecht (Post). Aldaar is hij gebleven tot 1930, de laatste jaren meest bij den Telefoondienst. In de jaren 1928 tot 1930 werden vele Directies voor kortere of langere tijd waargenomen. Zijn eerste standplaats als Directeur was in 1931 Bovenkarspel-Grootebroek in „De Streek" bij Enkhuizen. (1299, 351, 1505, 838)
plaatselijk-nieuws-heading: PLAATSELIJK NIEUWS (1332, 1067, 1472, 1080)
article-paragraph: Het komt er dus op aan de nog beschikbare voertuigen zoo doelmatig mogelijk te benutten. Het is ons dan niet bekend wat dit het gebruik van een personenwagen op de eerste plaats is. (559, 2009, 794, 2068)
akkertje-advertisement (62, 160, 317, 380)
ad-section-header: INGEZONDEN MEDEDEELINGEN (78, 130, 294, 143)
akker-letter: R (184, 247, 195, 261)
